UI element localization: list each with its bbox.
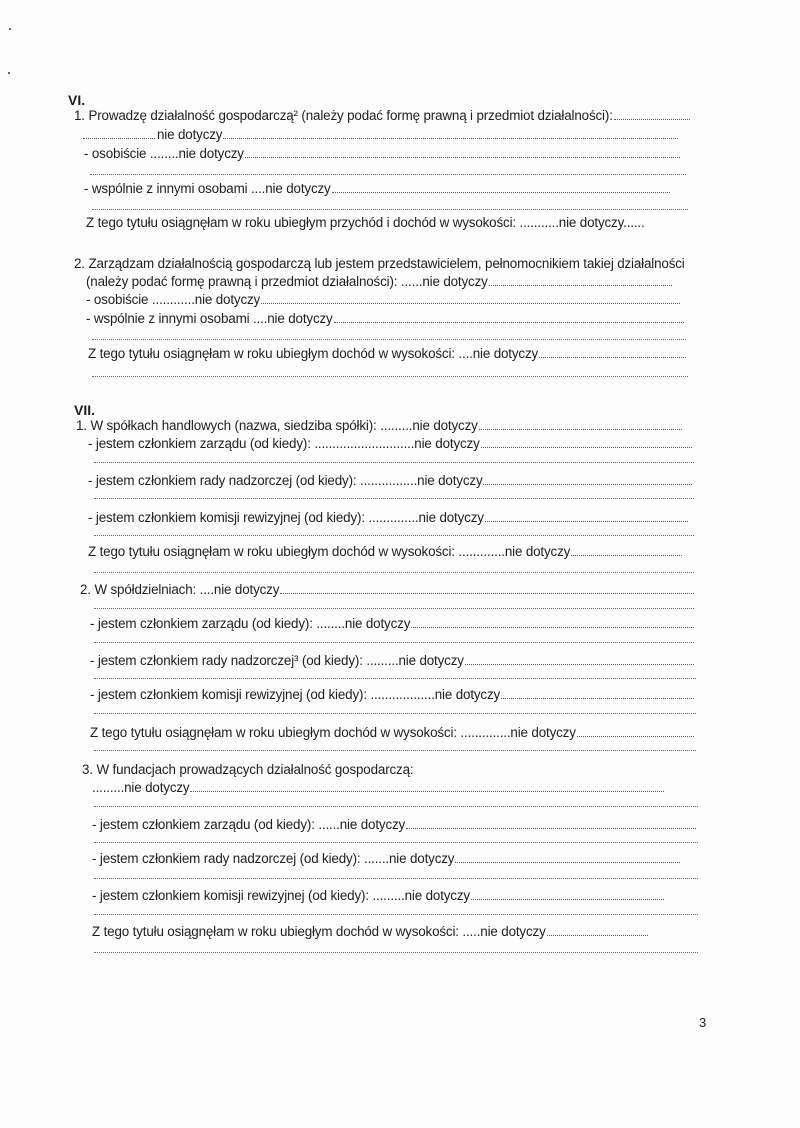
fill-dots xyxy=(261,292,680,304)
vii-item3-line1 xyxy=(82,762,413,778)
fill-dots xyxy=(411,616,694,628)
vi-item1-income-text: Z tego tytułu osiągnęłam w roku ubiegłym przychód i dochód w wysokości: ...........nie dotyczy...... xyxy=(86,215,645,230)
fill-dots xyxy=(455,851,680,863)
vii-item1-supervisory-text: - jestem członkiem rady nadzorczej (od kiedy): ................nie dotyczy xyxy=(88,473,483,488)
blank-dotted-line xyxy=(92,376,688,378)
vi-item1-line2-text: nie dotyczy xyxy=(157,127,223,142)
vii-item3-supervisory xyxy=(92,851,680,867)
section-vii-heading: VII. xyxy=(74,402,96,418)
vii-item1-income-text: Z tego tytułu osiągnęłam w roku ubiegłym dochód w wysokości: .............nie dotyczy xyxy=(88,544,571,559)
vi-item2-joint xyxy=(86,311,684,327)
fill-dots xyxy=(245,146,680,158)
fill-dots xyxy=(571,544,682,556)
fill-dots xyxy=(547,924,648,936)
blank-dotted-line xyxy=(94,572,694,574)
fill-dots xyxy=(334,311,684,323)
vii-item3-board xyxy=(92,817,696,833)
blank-dotted-line xyxy=(94,806,698,808)
vii-item2-audit xyxy=(90,687,694,703)
vii-item2-supervisory-text: - jestem członkiem rady nadzorczej³ (od kiedy): .........nie dotyczy xyxy=(90,653,464,668)
vi-item2-personal-text: - osobiście ............nie dotyczy xyxy=(86,292,261,307)
blank-dotted-line xyxy=(94,750,696,752)
fill-dots xyxy=(539,346,686,358)
vii-item2-income-text: Z tego tytułu osiągnęłam w roku ubiegłym dochód w wysokości: ..............nie dotyczy xyxy=(90,725,576,740)
blank-dotted-line xyxy=(94,608,694,610)
blank-dotted-line xyxy=(94,642,694,644)
vi-item2-personal xyxy=(86,292,680,308)
vii-item2-line1 xyxy=(80,582,694,598)
vii-item2-line1-text: 2. W spółdzielniach: ....nie dotyczy xyxy=(80,582,280,597)
vi-item1-joint xyxy=(84,181,670,197)
vii-item2-income xyxy=(90,725,694,741)
blank-dotted-line xyxy=(94,535,694,537)
vii-item3-line2 xyxy=(92,780,664,796)
vi-item2-line2-text: (należy podać formę prawną i przedmiot działalności): ......nie dotyczy xyxy=(86,274,488,289)
blank-dotted-line xyxy=(92,209,688,211)
vii-item1-audit-text: - jestem członkiem komisji rewizyjnej (od kiedy): ..............nie dotyczy xyxy=(88,510,484,525)
fill-dots xyxy=(406,817,696,829)
blank-dotted-line xyxy=(94,952,698,954)
vi-item1-line2 xyxy=(82,127,678,143)
fill-dots xyxy=(489,274,672,286)
fill-dots xyxy=(190,780,664,792)
blank-dotted-line xyxy=(94,878,698,880)
vii-item3-board-text: - jestem członkiem zarządu (od kiedy): ......nie dotyczy xyxy=(92,817,406,832)
vi-item1-line1-text: 1. Prowadzę działalność gospodarczą² (należy podać formę prawną i przedmiot działalności): xyxy=(74,108,613,123)
vii-item3-audit xyxy=(92,888,664,904)
vi-item2-line1-text: 2. Zarządzam działalnością gospodarczą lub jestem przedstawicielem, pełnomocnikiem takiej działalności xyxy=(74,256,685,271)
vi-item2-line2 xyxy=(86,274,672,290)
fill-dots xyxy=(577,725,694,737)
vii-item1-income xyxy=(88,544,682,560)
blank-dotted-line xyxy=(94,462,694,464)
vii-item2-audit-text: - jestem członkiem komisji rewizyjnej (od kiedy): ..................nie dotyczy xyxy=(90,687,501,702)
fill-dots xyxy=(332,181,670,193)
fill-dots xyxy=(481,436,692,448)
vii-item3-income xyxy=(92,924,648,940)
vii-item1-line1-text: 1. W spółkach handlowych (nazwa, siedziba spółki): .........nie dotyczy xyxy=(76,418,478,433)
fill-dots xyxy=(223,127,678,139)
vii-item2-board xyxy=(90,616,694,632)
vii-item2-board-text: - jestem członkiem zarządu (od kiedy): ........nie dotyczy xyxy=(90,616,411,631)
vii-item3-audit-text: - jestem członkiem komisji rewizyjnej (od kiedy): .........nie dotyczy xyxy=(92,888,470,903)
vi-item1-line1 xyxy=(74,108,690,124)
vi-item1-personal-text: - osobiście ........nie dotyczy xyxy=(84,146,244,161)
vi-item1-personal xyxy=(84,146,680,162)
vii-item1-line1 xyxy=(76,418,682,434)
fill-dots xyxy=(483,473,692,485)
vi-item2-joint-text: - wspólnie z innymi osobami ....nie dotyczy xyxy=(86,311,333,326)
scan-speck xyxy=(9,28,11,30)
blank-dotted-line xyxy=(94,713,696,715)
vi-item2-income xyxy=(88,346,686,362)
vii-item3-income-text: Z tego tytułu osiągnęłam w roku ubiegłym dochód w wysokości: .....nie dotyczy xyxy=(92,924,546,939)
fill-dots xyxy=(83,127,155,139)
blank-dotted-line xyxy=(92,339,686,341)
vii-item1-audit xyxy=(88,510,688,526)
vii-item2-supervisory xyxy=(90,653,694,669)
fill-dots xyxy=(479,418,682,430)
vii-item3-supervisory-text: - jestem członkiem rady nadzorczej (od kiedy): .......nie dotyczy xyxy=(92,851,455,866)
page-number: 3 xyxy=(699,1015,707,1030)
fill-dots xyxy=(485,510,688,522)
fill-dots xyxy=(471,888,664,900)
vi-item2-line1 xyxy=(74,256,685,272)
vi-item2-income-text: Z tego tytułu osiągnęłam w roku ubiegłym dochód w wysokości: ....nie dotyczy xyxy=(88,346,539,361)
fill-dots xyxy=(614,108,690,120)
vii-item1-supervisory xyxy=(88,473,692,489)
vii-item1-board-text: - jestem członkiem zarządu (od kiedy): ............................nie dotyczy xyxy=(88,436,480,451)
vii-item3-line2-text: .........nie dotyczy xyxy=(92,780,190,795)
blank-dotted-line xyxy=(90,174,686,176)
vi-item1-income xyxy=(86,215,645,231)
vii-item1-board xyxy=(88,436,692,452)
fill-dots xyxy=(280,582,694,594)
fill-dots xyxy=(501,687,694,699)
vi-item1-joint-text: - wspólnie z innymi osobami ....nie dotyczy xyxy=(84,181,331,196)
blank-dotted-line xyxy=(94,498,694,500)
scan-speck xyxy=(8,72,10,74)
section-vi-heading: VI. xyxy=(68,92,86,108)
blank-dotted-line xyxy=(94,914,698,916)
fill-dots xyxy=(465,653,694,665)
vii-item3-line1-text: 3. W fundacjach prowadzących działalność gospodarczą: xyxy=(82,762,414,777)
blank-dotted-line xyxy=(94,678,696,680)
blank-dotted-line xyxy=(94,842,698,844)
